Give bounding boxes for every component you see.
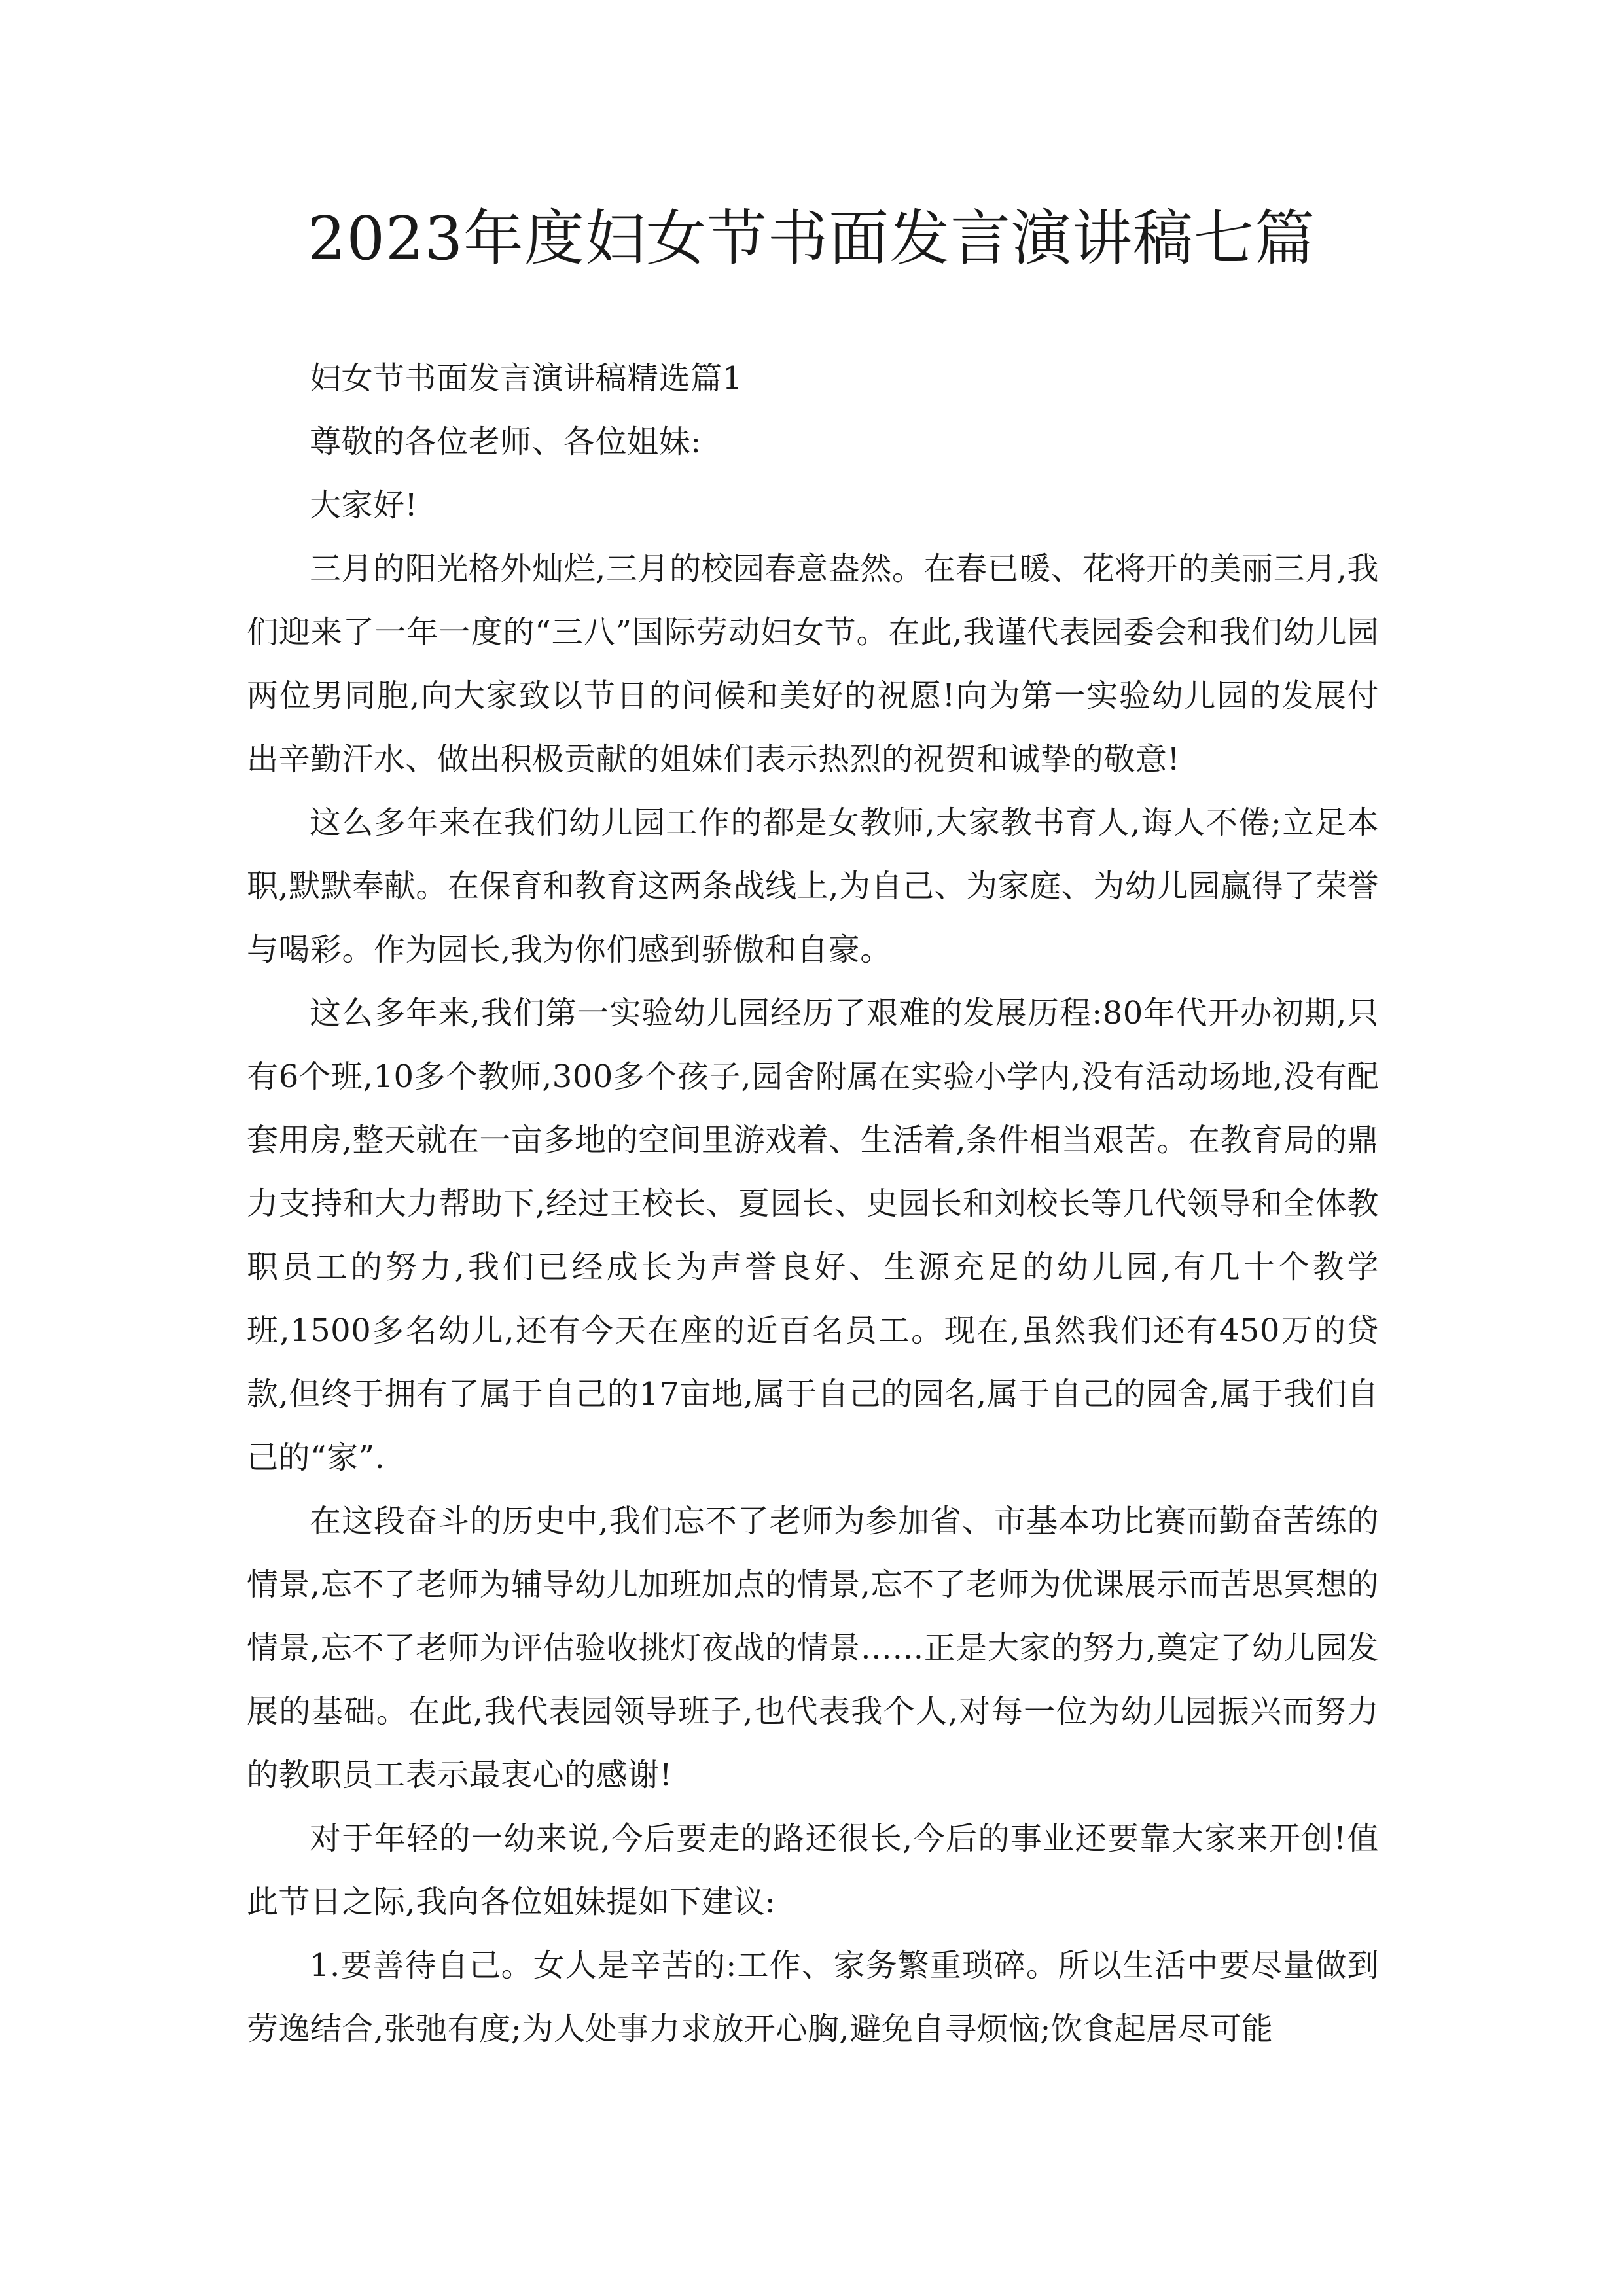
section-heading: 妇女节书面发言演讲稿精选篇1 bbox=[310, 360, 743, 397]
body-paragraph: 对于年轻的一幼来说,今后要走的路还很长,今后的事业还要靠大家来开创!值此节日之际,我向各位姐妹提如下建议: bbox=[247, 1820, 1379, 1920]
greeting: 大家好! bbox=[310, 487, 418, 524]
body-paragraph: 在这段奋斗的历史中,我们忘不了老师为参加省、市基本功比赛而勤奋苦练的情景,忘不了老师为辅导幼儿加班加点的情景,忘不了老师为优课展示而苦思冥想的情景,忘不了老师为评估验收挑灯夜战的情景……正是大家的努力,奠定了幼儿园发展的基础。在此,我代表园领导班子,也代表我个人,对每一位为幼儿园振兴而努力的教职员工表示最衷心的感谢! bbox=[247, 1503, 1379, 1793]
document-body bbox=[247, 347, 1379, 2061]
body-paragraph: 这么多年来,我们第一实验幼儿园经历了艰难的发展历程:80年代开办初期,只有6个班,10多个教师,300多个孩子,园舍附属在实验小学内,没有活动场地,没有配套用房,整天就在一亩多地的空间里游戏着、生活着,条件相当艰苦。在教育局的鼎力支持和大力帮助下,经过王校长、夏园长、史园长和刘校长等几代领导和全体教职员工的努力,我们已经成长为声誉良好、生源充足的幼儿园,有几十个教学班,1500多名幼儿,还有今天在座的近百名员工。现在,虽然我们还有450万的贷款,但终于拥有了属于自己的17亩地,属于自己的园名,属于自己的园舍,属于我们自己的“家”. bbox=[247, 995, 1379, 1476]
document-title: 2023年度妇女节书面发言演讲稿七篇 bbox=[307, 204, 1316, 274]
body-paragraph: 这么多年来在我们幼儿园工作的都是女教师,大家教书育人,诲人不倦;立足本职,默默奉献。在保育和教育这两条战线上,为自己、为家庭、为幼儿园赢得了荣誉与喝彩。作为园长,我为你们感到骄傲和自豪。 bbox=[247, 804, 1379, 968]
list-item-paragraph: 1.要善待自己。女人是辛苦的:工作、家务繁重琐碎。所以生活中要尽量做到劳逸结合,张弛有度;为人处事力求放开心胸,避免自寻烦恼;饮食起居尽可能 bbox=[247, 1947, 1379, 2047]
body-paragraph: 三月的阳光格外灿烂,三月的校园春意盎然。在春已暖、花将开的美丽三月,我们迎来了一年一度的“三八”国际劳动妇女节。在此,我谨代表园委会和我们幼儿园两位男同胞,向大家致以节日的问候和美好的祝愿!向为第一实验幼儿园的发展付出辛勤汗水、做出积极贡献的姐妹们表示热烈的祝贺和诚挚的敬意! bbox=[247, 550, 1379, 778]
salutation: 尊敬的各位老师、各位姐妹: bbox=[310, 423, 702, 460]
